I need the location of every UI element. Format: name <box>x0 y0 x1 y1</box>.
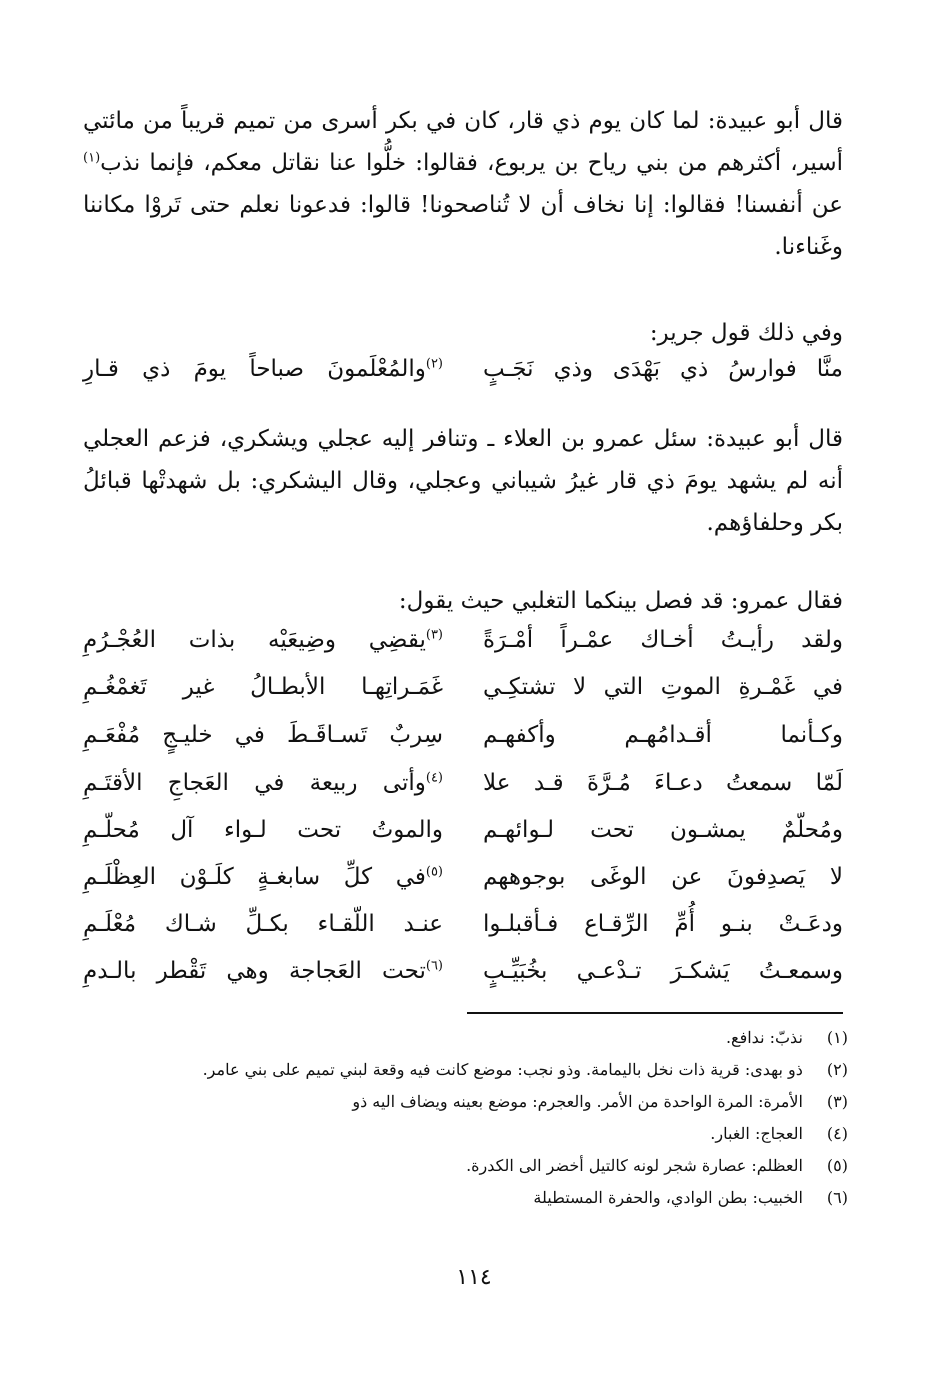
poem-verse-1 <box>83 627 843 673</box>
paragraph-3: قال أبو عبيدة: سئل عمرو بن العلاء ـ وتنافر إليه عجلي ويشكري، فزعم العجلي أنه لم يشهد يومَ ذي قار غيرُ شيباني وعجلي، وقال اليشكري: بل شهدتْها قبائلُ بكر وحلفاؤهم. <box>83 426 843 536</box>
verse-second-half: $^{(٢)}$والمُعْلَمونَ صباحاً يومَ ذي قـارِ <box>83 356 443 382</box>
verse-first-half: ولقد رأيـتُ أخـاك عمْـراً أمْـرَةً <box>483 627 843 653</box>
poem-verse-4 <box>83 770 843 816</box>
verse-first-half: منَّا فوارسُ ذي بَهْدَى وذي نَجَـبٍ <box>483 356 843 382</box>
verse-second-half: $^{(٣)}$يقضِي وضِيعَيْه بذات العُجْـرُمِ <box>83 627 443 653</box>
footnote-4: (٤) العجاج: الغبار. <box>710 1124 848 1143</box>
footnote-ref-1: (١) <box>83 150 101 166</box>
jarir-verse <box>83 356 843 402</box>
footnote-ref-4: (٤) <box>425 770 443 786</box>
paragraph-1-continuation: عن أنفسنا! فقالوا: إنا نخاف أن لا تُناصحونا! قالوا: فدعونا نعلم حتى تَروْا مكاننا وغَناءنا. <box>83 192 843 260</box>
footnote-2: (٢) ذو بهدى: قرية ذات نخل باليمامة. وذو نجب: موضع كانت فيه وقعة لبني تميم على بني عامر. <box>202 1060 848 1079</box>
verse-first-half: وسمعـتُ يَشكـرَ تـدْعـي بخُبَيِّـبٍ <box>483 958 843 984</box>
footnote-5: (٥) العظلم: عصارة شجر لونه كالتيل أخضر الى الكدرة. <box>466 1156 848 1175</box>
poem-verse-6 <box>83 864 843 910</box>
page-number: ١١٤ <box>456 1265 492 1290</box>
verse-first-half: لَمّا سمعتُ دعـاءَ مُـرَّةَ قـد علا <box>483 770 843 796</box>
jarir-intro: وفي ذلك قول جرير: <box>649 320 843 346</box>
poem-verse-8 <box>83 958 843 1004</box>
poem-intro: فقال عمرو: قد فصل بينكما التغلبي حيث يقول: <box>398 588 843 614</box>
paragraph-1 <box>83 100 843 268</box>
footnotes <box>88 1022 848 1214</box>
poem-verse-2 <box>83 674 843 720</box>
verse-first-half: لا يَصدِفونَ عن الوغَى بوجوههم <box>483 864 843 890</box>
footnote-ref-2: (٢) <box>425 356 443 372</box>
paragraph-1-text: قال أبو عبيدة: لما كان يوم ذي قار، كان في بكر أسرى من تميم قريباً من مائتي أسير، أكثرهم من بني رياح بن يربوع، فقالوا: خلُّوا عنا نقاتل معكم، فإنما نذب <box>83 108 843 176</box>
footnote-3: (٣) الأمرة: المرة الواحدة من الأمر. والعجرم: موضع بعينه ويضاف اليه ذو <box>352 1092 848 1111</box>
footnote-ref-3: (٣) <box>425 627 443 643</box>
verse-second-half: $^{(٤)}$وأتى ربيعة في العَجاجِ الأقتَـمِ <box>83 770 443 796</box>
verse-second-half: والموتُ تحت لـواء آل مُحلّـمِ <box>83 817 443 843</box>
verse-second-half: عنـد اللّقـاء بكـلِّ شـاك مُعْلَـمِ <box>83 911 443 937</box>
footnote-divider <box>467 1012 843 1014</box>
verse-first-half: وكـأنما أقـدامُهـم وأكفهـم <box>483 722 843 748</box>
poem-verse-3 <box>83 722 843 768</box>
footnote-ref-6: (٦) <box>425 958 443 974</box>
verse-first-half: في غَمْـرةِ الموتِ التي لا تشتكِـي <box>483 674 843 700</box>
verse-second-half: $^{(٦)}$تحت العَجاجة وهي تَقْطر بالـدمِ <box>83 958 443 984</box>
verse-first-half: ودعَـتْ بنـو أُمِّ الرِّقـاع فـأقبلـوا <box>483 911 843 937</box>
footnote-1: (١) نذبّ: ندافع. <box>725 1028 848 1047</box>
verse-second-half: سِربٌ تَسـاقَـطَ في خليـجٍ مُفْعَـمِ <box>83 722 443 748</box>
footnote-6: (٦) الخبيب: بطن الوادي، والحفرة المستطيلة <box>533 1188 848 1207</box>
poem-verse-5 <box>83 817 843 863</box>
footnote-ref-5: (٥) <box>425 864 443 880</box>
poem-verse-7 <box>83 911 843 957</box>
verse-first-half: ومُحلّمٌ يمشـون تحت لـوائهـم <box>483 817 843 843</box>
verse-second-half: غَمَـراتِهـا الأبطـالُ غير تَغمْغُـمِ <box>83 674 443 700</box>
verse-second-half: $^{(٥)}$في كلِّ سابغـةٍ كلَـوْن العِظْلَـمِ <box>83 864 443 890</box>
